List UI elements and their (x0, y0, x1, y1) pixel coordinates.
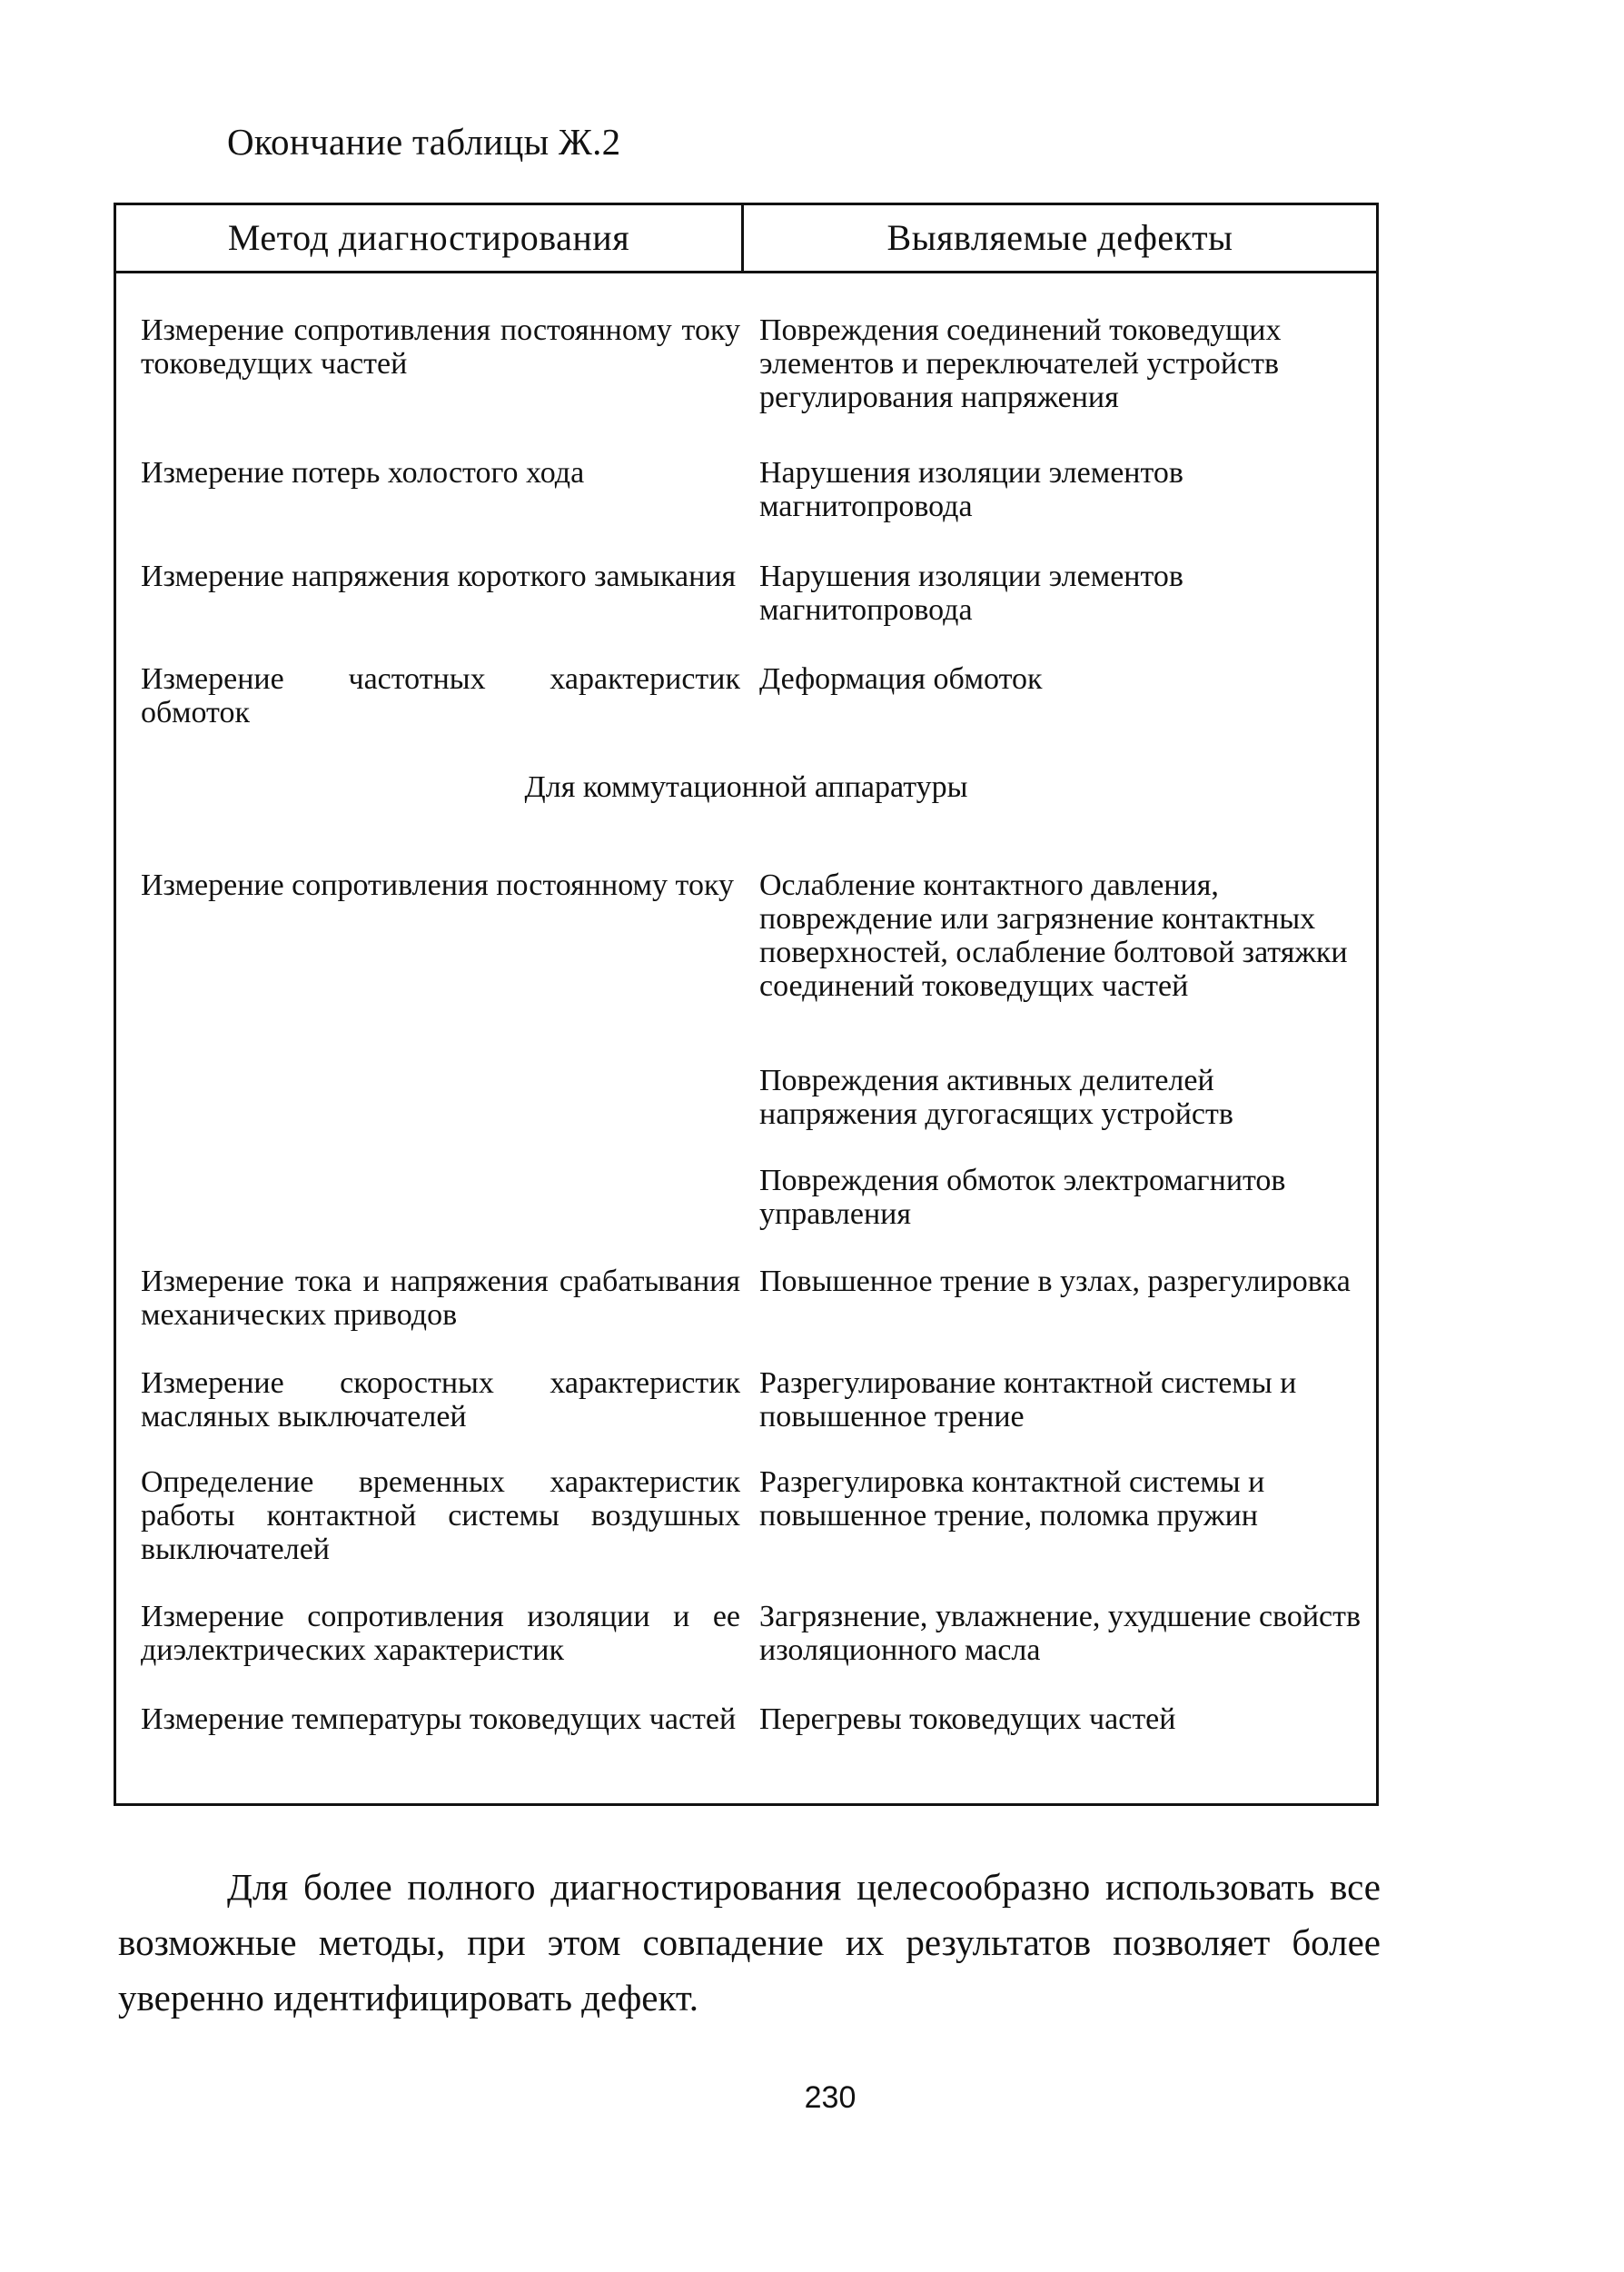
row-10-defect: Перегревы токоведущих частей (759, 1702, 1176, 1736)
table-header-row (116, 205, 1376, 273)
row-6-method: Измерение тока и напряжения срабатывания механических приводов (141, 1265, 740, 1332)
row-5-defect-1: Ослабление контактного давления, повреждение или загрязнение контактных поверхностей, ослабление болтовой затяжки соединений токоведущих частей (759, 868, 1348, 1003)
row-10-method: Измерение температуры токоведущих частей (141, 1702, 737, 1736)
row-9-method: Измерение сопротивления изоляции и ее диэлектрических характеристик (141, 1600, 740, 1667)
row-7-defect: Разрегулирование контактной системы и повышенное трение (759, 1366, 1297, 1434)
header-method: Метод диагностирования (227, 217, 630, 258)
body-paragraph: Для более полного диагностирования целесообразно использовать все возможные методы, при этом совпадение их результатов позволяет более уверенно идентифицировать дефект. (118, 1866, 1381, 2019)
row-3-defect: Нарушения изоляции элементов магнитопровода (759, 560, 1183, 627)
row-8-defect: Разрегулировка контактной системы и повышенное трение, поломка пружин (759, 1465, 1265, 1533)
diagnostics-table (114, 203, 1379, 1806)
header-defects: Выявляемые дефекты (886, 217, 1233, 258)
row-6-defect: Повышенное трение в узлах, разрегулировка (759, 1265, 1351, 1298)
row-4-method: Измерение частотных характеристик обмоток (141, 662, 740, 729)
row-1-method: Измерение сопротивления постоянному току токоведущих частей (141, 313, 740, 381)
row-3-method: Измерение напряжения короткого замыкания (141, 560, 737, 593)
row-4-defect: Деформация обмоток (759, 662, 1043, 696)
row-1-defect: Повреждения соединений токоведущих элементов и переключателей устройств регулирования напряжения (759, 313, 1282, 414)
row-7-method: Измерение скоростных характеристик масляных выключателей (141, 1366, 740, 1434)
table-caption: Окончание таблицы Ж.2 (227, 121, 621, 163)
row-5-method: Измерение сопротивления постоянному току (141, 868, 735, 902)
row-2-method: Измерение потерь холостого хода (141, 456, 585, 490)
row-5-defect-3: Повреждения обмоток электромагнитов управления (759, 1164, 1286, 1231)
row-9-defect: Загрязнение, увлажнение, ухудшение свойств изоляционного масла (759, 1600, 1362, 1667)
row-5-defect-2: Повреждения активных делителей напряжения дугогасящих устройств (759, 1064, 1233, 1131)
row-8-method: Определение временных характеристик работы контактной системы воздушных выключателей (141, 1465, 740, 1566)
page-number: 230 (804, 2080, 857, 2115)
row-2-defect: Нарушения изоляции элементов магнитопровода (759, 456, 1183, 523)
section-switchgear-title: Для коммутационной аппаратуры (524, 770, 968, 804)
